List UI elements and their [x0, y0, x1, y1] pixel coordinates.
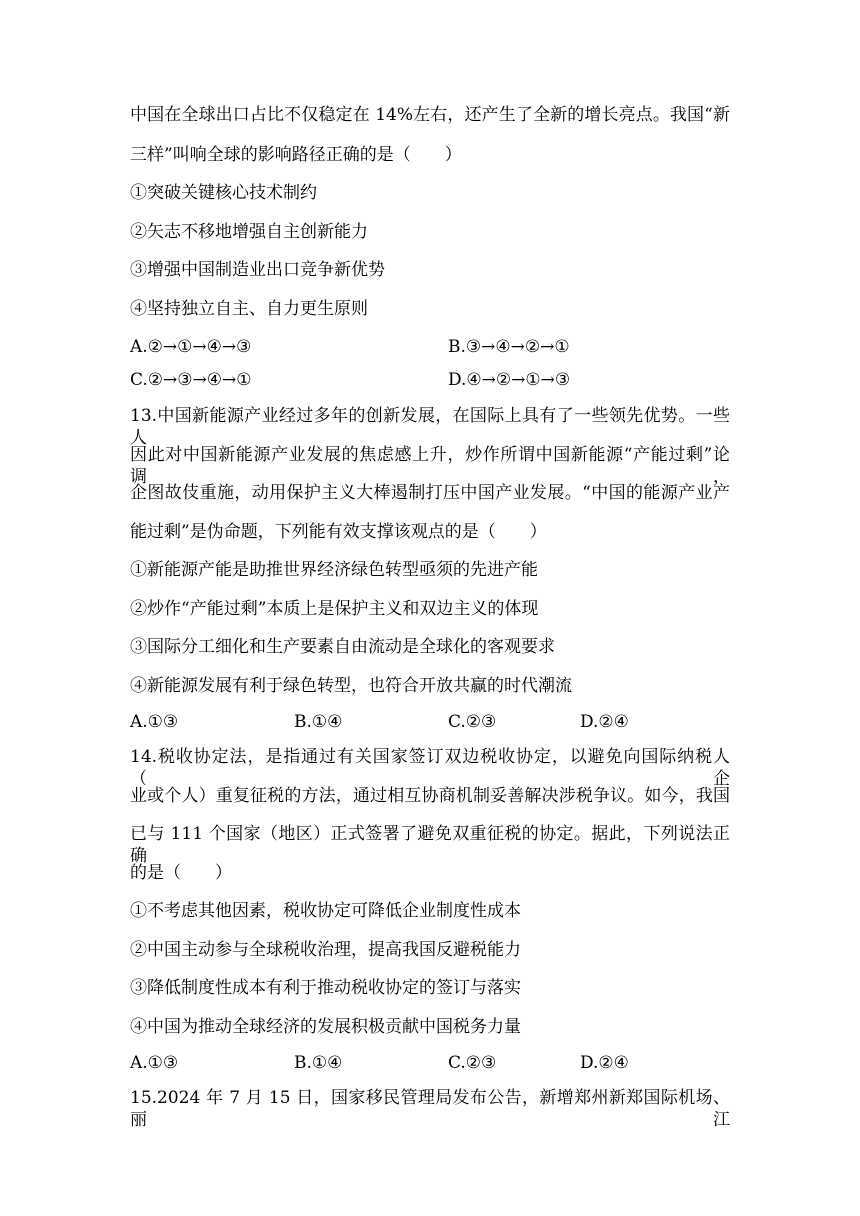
q13-stem-line-3: 企图故伎重施，动用保护主义大棒遏制打压中国产业发展。“中国的能源产业产	[130, 483, 730, 503]
q14-item-4: ④中国为推动全球经济的发展积极贡献中国税务力量	[130, 1017, 521, 1037]
q13-stem-line-1: 13.中国新能源产业经过多年的创新发展，在国际上具有了一些领先优势。一些人	[130, 406, 730, 448]
q14-option-c: C.②③	[448, 1053, 497, 1073]
q12-item-4: ④坚持独立自主、自力更生原则	[130, 299, 368, 319]
q12-item-1: ①突破关键核心技术制约	[130, 183, 317, 203]
q13-item-3: ③国际分工细化和生产要素自由流动是全球化的客观要求	[130, 637, 555, 657]
q12-stem-line-1: 中国在全球出口占比不仅稳定在 14%左右，还产生了全新的增长亮点。我国“新	[130, 105, 730, 125]
q14-item-1: ①不考虑其他因素，税收协定可降低企业制度性成本	[130, 901, 521, 921]
q12-item-2: ②矢志不移地增强自主创新能力	[130, 222, 368, 242]
q12-option-a: A.②→①→④→③	[130, 337, 252, 357]
q13-stem-line-4: 能过剩”是伪命题，下列能有效支撑该观点的是（ ）	[130, 522, 547, 542]
q12-option-b: B.③→④→②→①	[448, 337, 570, 357]
q13-option-c: C.②③	[448, 712, 497, 732]
q13-item-4: ④新能源发展有利于绿色转型，也符合开放共赢的时代潮流	[130, 676, 572, 696]
q13-option-b: B.①④	[294, 712, 343, 732]
q14-option-d: D.②④	[580, 1053, 629, 1073]
q13-option-d: D.②④	[580, 712, 629, 732]
q14-item-2: ②中国主动参与全球税收治理，提高我国反避税能力	[130, 940, 521, 960]
q13-option-a: A.①③	[130, 712, 179, 732]
q15-stem-line-1: 15.2024 年 7 月 15 日，国家移民管理局发布公告，新增郑州新郑国际机场、丽江	[130, 1088, 730, 1130]
q14-item-3: ③降低制度性成本有利于推动税收协定的签订与落实	[130, 978, 521, 998]
q14-stem-line-1: 14.税收协定法，是指通过有关国家签订双边税收协定，以避免向国际纳税人（企	[130, 747, 730, 789]
q13-stem-line-2: 因此对中国新能源产业发展的焦虑感上升，炒作所谓中国新能源“产能过剩”论调，	[130, 445, 730, 487]
q12-option-d: D.④→②→①→③	[448, 370, 571, 390]
q12-option-c: C.②→③→④→①	[130, 370, 252, 390]
q13-item-2: ②炒作“产能过剩”本质上是保护主义和双边主义的体现	[130, 599, 539, 619]
q13-item-1: ①新能源产能是助推世界经济绿色转型亟须的先进产能	[130, 560, 538, 580]
q14-option-a: A.①③	[130, 1053, 179, 1073]
q12-item-3: ③增强中国制造业出口竞争新优势	[130, 260, 385, 280]
q14-stem-line-4: 的是（ ）	[130, 863, 232, 883]
q14-stem-line-2: 业或个人）重复征税的方法，通过相互协商机制妥善解决涉税争议。如今，我国	[130, 786, 730, 806]
q14-option-b: B.①④	[294, 1053, 343, 1073]
q14-stem-line-3: 已与 111 个国家（地区）正式签署了避免双重征税的协定。据此，下列说法正确	[130, 824, 730, 866]
q12-stem-line-2: 三样”叫响全球的影响路径正确的是（ ）	[130, 145, 462, 165]
